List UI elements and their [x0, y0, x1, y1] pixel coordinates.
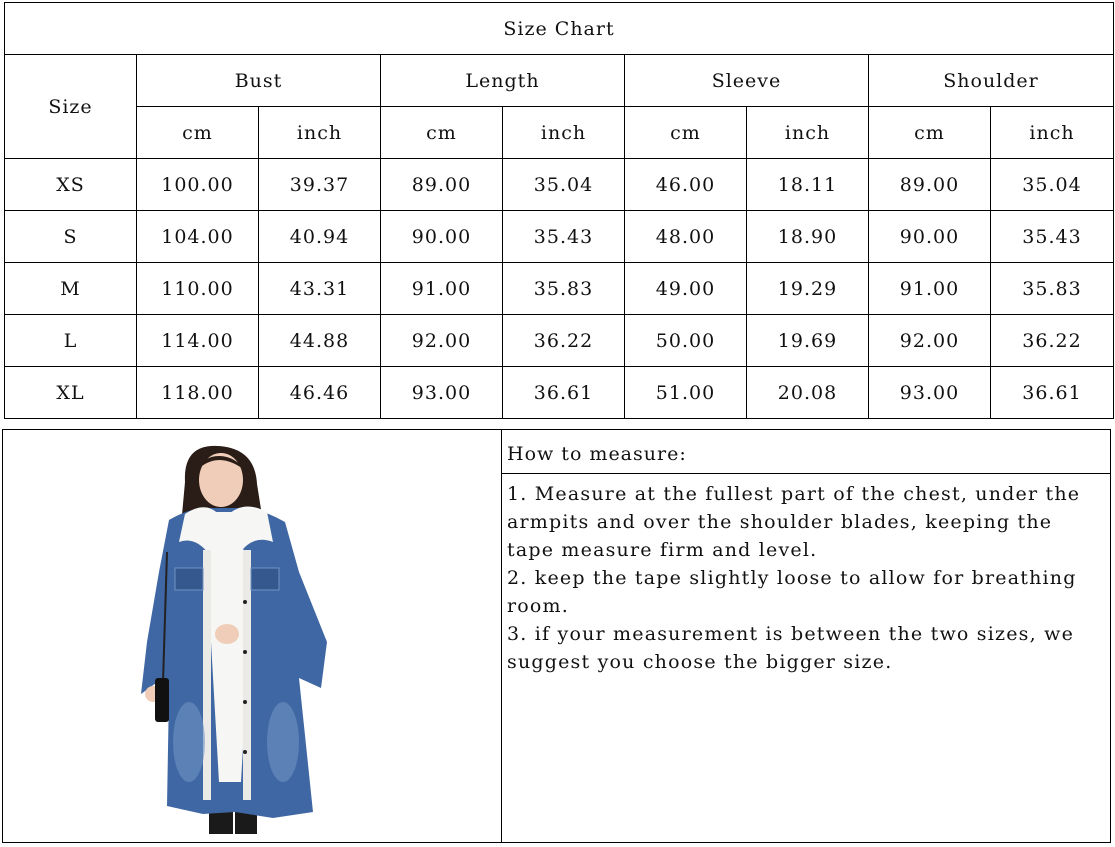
measurement-cell: 114.00 — [137, 315, 259, 367]
measurement-cell: 89.00 — [869, 159, 991, 211]
measurement-cell: 36.61 — [991, 367, 1114, 419]
measurement-cell: 100.00 — [137, 159, 259, 211]
measurement-cell: 40.94 — [259, 211, 381, 263]
unit-header: inch — [991, 107, 1114, 159]
size-column-header: Size — [5, 55, 137, 159]
measurement-cell: 91.00 — [381, 263, 503, 315]
measurement-cell: 49.00 — [625, 263, 747, 315]
measurement-cell: 104.00 — [137, 211, 259, 263]
measurement-cell: 118.00 — [137, 367, 259, 419]
size-row — [5, 159, 1114, 211]
measure-step: 2. keep the tape slightly loose to allow for breathing room. — [507, 567, 1077, 617]
measurement-cell: 36.61 — [503, 367, 625, 419]
size-chart-title: Size Chart — [5, 3, 1114, 55]
unit-header: cm — [137, 107, 259, 159]
how-to-measure-heading: How to measure: — [502, 430, 1110, 474]
measurement-cell: 44.88 — [259, 315, 381, 367]
unit-header: cm — [381, 107, 503, 159]
measurement-cell: 46.46 — [259, 367, 381, 419]
shoulder-header: Shoulder — [869, 55, 1114, 107]
measurement-cell: 18.90 — [747, 211, 869, 263]
measurement-cell: 18.11 — [747, 159, 869, 211]
size-label: M — [5, 263, 137, 315]
size-label: L — [5, 315, 137, 367]
product-photo — [3, 430, 502, 842]
bust-header: Bust — [137, 55, 381, 107]
measure-step: 1. Measure at the fullest part of the chest, under the armpits and over the shoulder blades, keeping the tape measure firm and level. — [507, 483, 1081, 561]
measurement-cell: 35.43 — [991, 211, 1114, 263]
measurement-cell: 35.83 — [503, 263, 625, 315]
how-to-measure-steps — [502, 474, 1110, 676]
measurement-cell: 39.37 — [259, 159, 381, 211]
measurement-cell: 89.00 — [381, 159, 503, 211]
measurement-cell: 93.00 — [381, 367, 503, 419]
measurement-cell: 50.00 — [625, 315, 747, 367]
size-chart-table — [4, 2, 1114, 419]
unit-header: inch — [259, 107, 381, 159]
model-in-denim-jacket-image — [123, 442, 353, 838]
measurement-cell: 46.00 — [625, 159, 747, 211]
size-row — [5, 315, 1114, 367]
measurement-cell: 20.08 — [747, 367, 869, 419]
measure-step: 3. if your measurement is between the two sizes, we suggest you choose the bigger size. — [507, 623, 1075, 673]
measure-panel — [2, 429, 1111, 843]
size-row — [5, 211, 1114, 263]
measurement-cell: 35.43 — [503, 211, 625, 263]
measurement-cell: 19.69 — [747, 315, 869, 367]
measurement-cell: 92.00 — [869, 315, 991, 367]
measurement-cell: 35.04 — [991, 159, 1114, 211]
measurement-cell: 92.00 — [381, 315, 503, 367]
size-label: XS — [5, 159, 137, 211]
size-label: XL — [5, 367, 137, 419]
how-to-measure — [502, 430, 1110, 842]
measurement-cell: 36.22 — [991, 315, 1114, 367]
measurement-cell: 43.31 — [259, 263, 381, 315]
measurement-cell: 51.00 — [625, 367, 747, 419]
unit-header: cm — [625, 107, 747, 159]
measurement-cell: 35.04 — [503, 159, 625, 211]
measurement-cell: 90.00 — [381, 211, 503, 263]
size-rows — [5, 159, 1114, 419]
measurement-cell: 93.00 — [869, 367, 991, 419]
unit-header: inch — [503, 107, 625, 159]
length-header: Length — [381, 55, 625, 107]
measurement-cell: 90.00 — [869, 211, 991, 263]
size-row — [5, 263, 1114, 315]
measurement-cell: 110.00 — [137, 263, 259, 315]
measurement-cell: 19.29 — [747, 263, 869, 315]
size-label: S — [5, 211, 137, 263]
size-row — [5, 367, 1114, 419]
measurement-cell: 36.22 — [503, 315, 625, 367]
measurement-cell: 91.00 — [869, 263, 991, 315]
sleeve-header: Sleeve — [625, 55, 869, 107]
unit-header: inch — [747, 107, 869, 159]
measurement-cell: 48.00 — [625, 211, 747, 263]
measurement-cell: 35.83 — [991, 263, 1114, 315]
unit-header: cm — [869, 107, 991, 159]
